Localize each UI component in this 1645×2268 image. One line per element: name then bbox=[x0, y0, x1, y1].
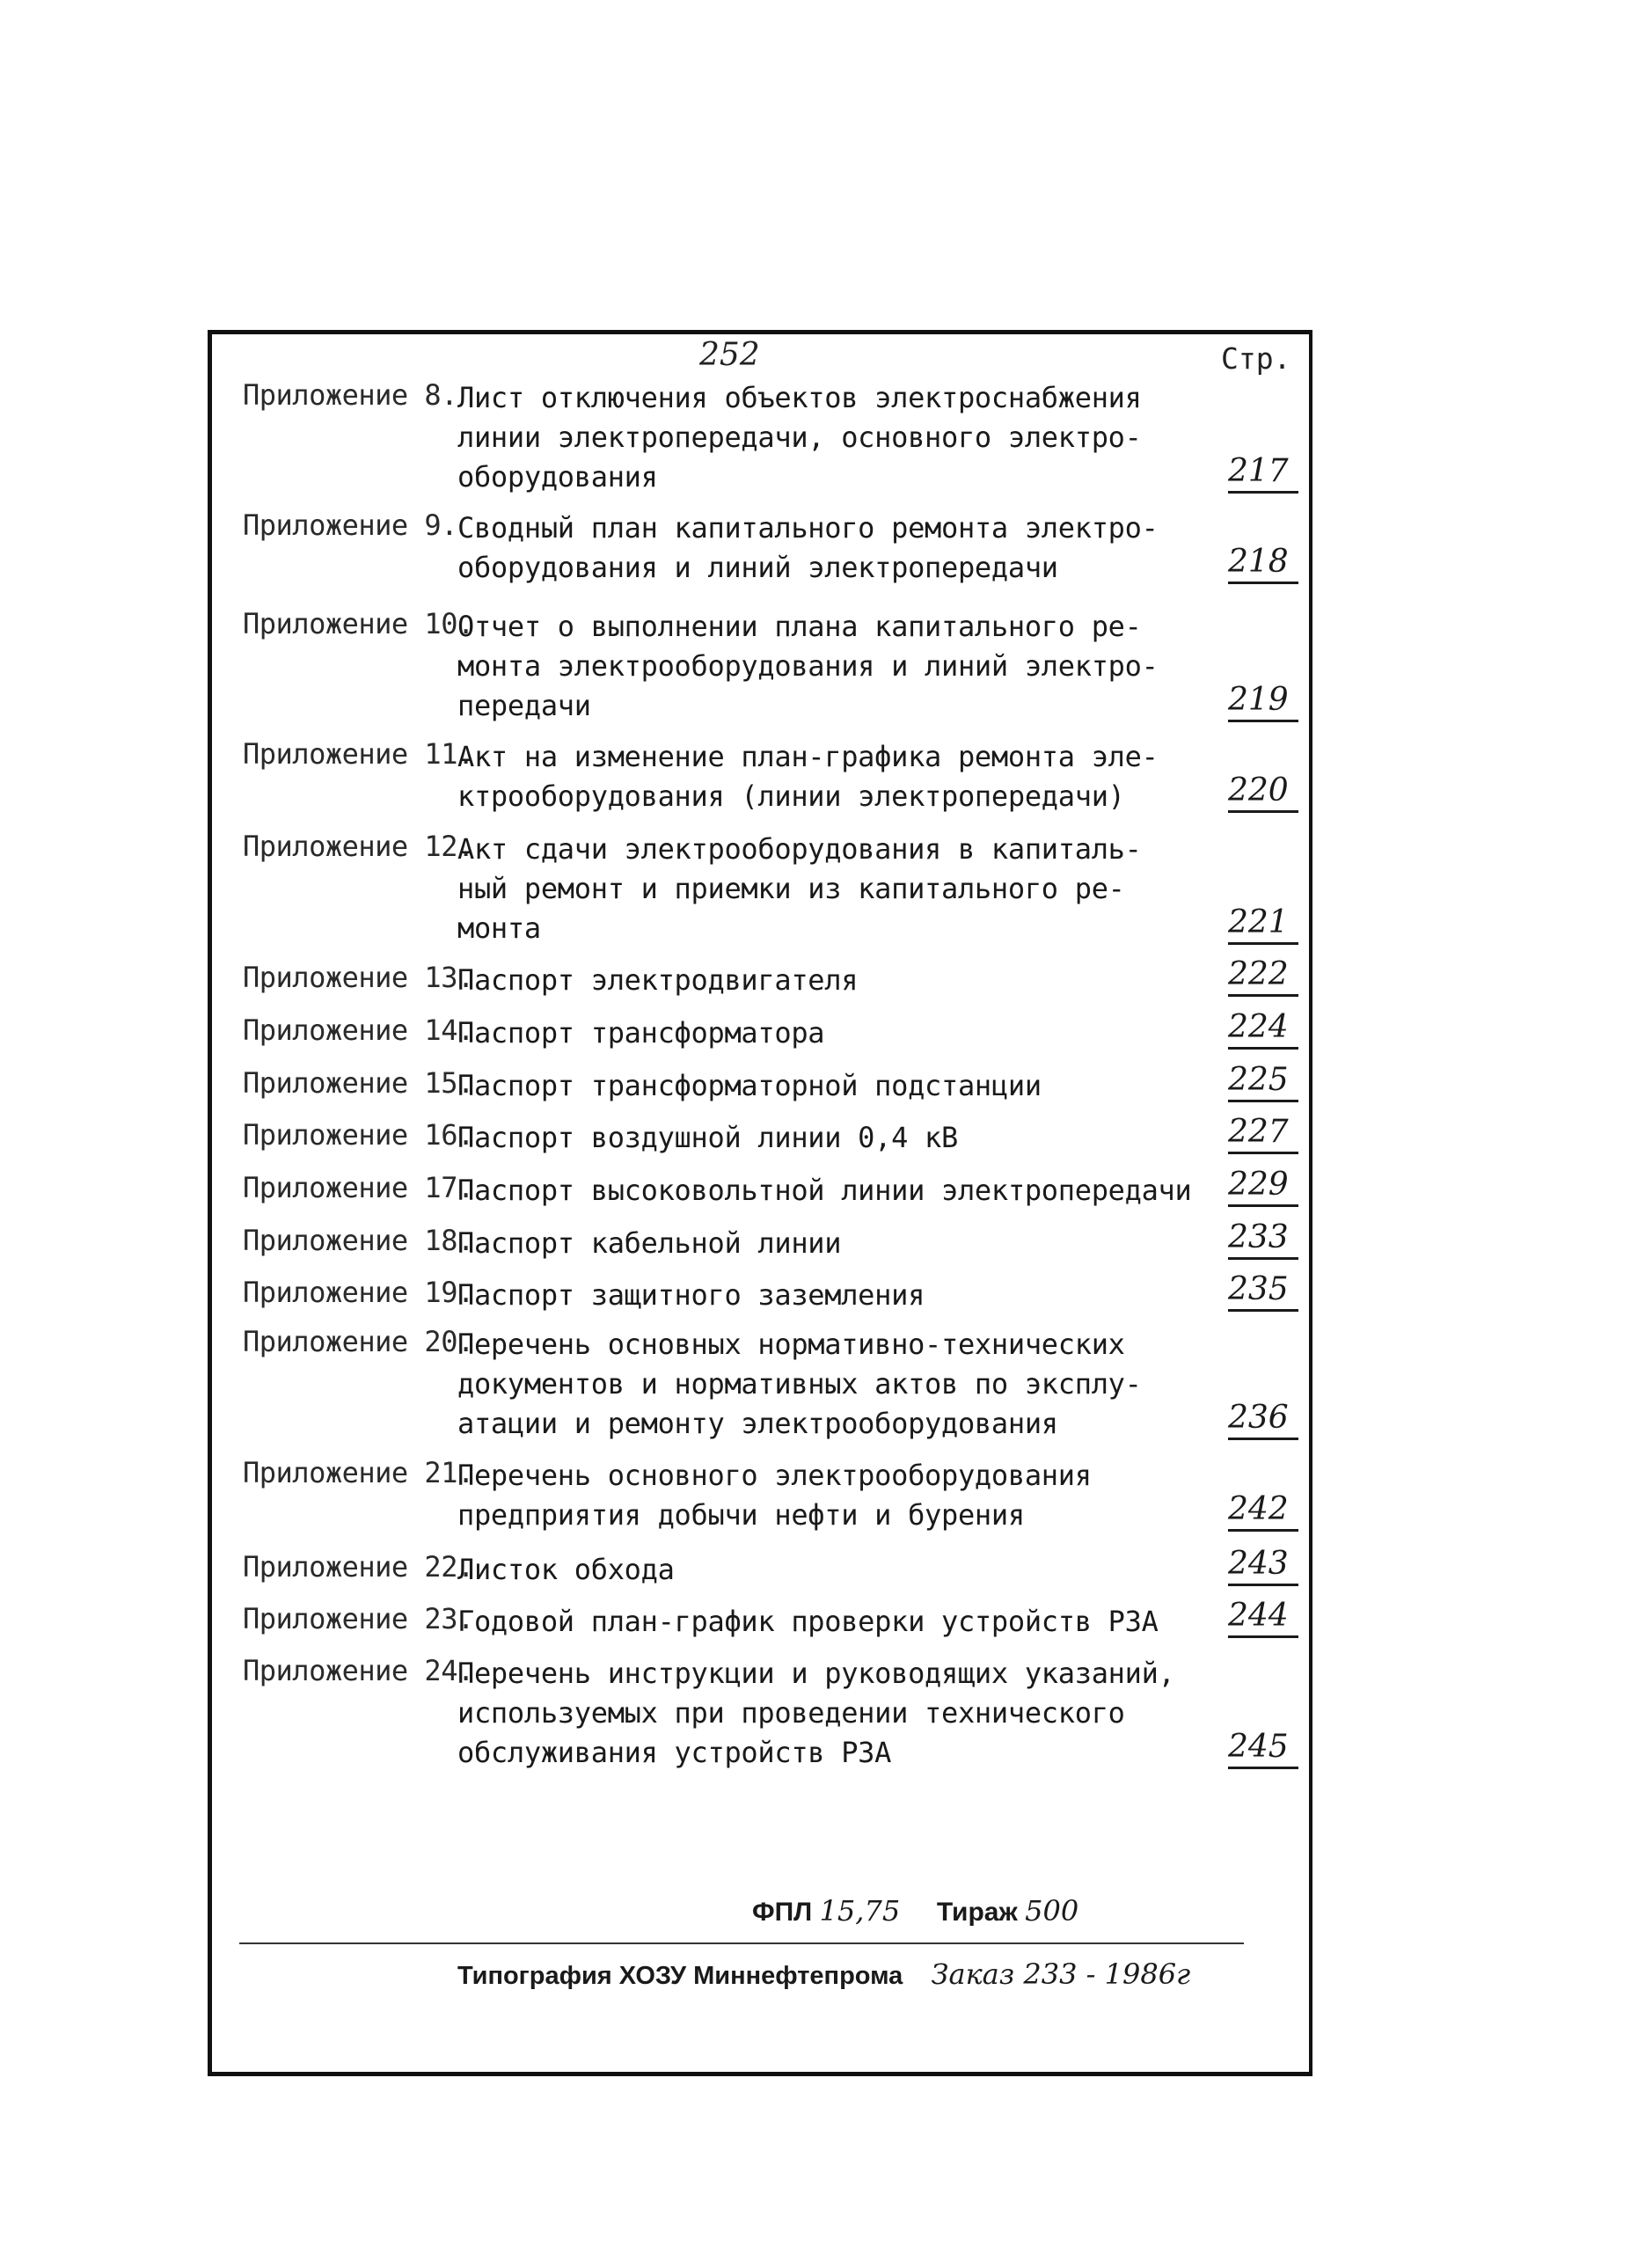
appendix-title-line: Паспорт кабельной линии bbox=[457, 1226, 842, 1260]
page-number: 252 bbox=[699, 337, 760, 373]
appendix-title-line: Паспорт защитного заземления bbox=[457, 1278, 925, 1312]
page-reference: 243 bbox=[1228, 1547, 1298, 1586]
appendix-title-line: ный ремонт и приемки из капитального ре- bbox=[457, 872, 1125, 905]
appendix-title-line: Перечень основных нормативно-технических bbox=[457, 1328, 1125, 1361]
imprint-format-line bbox=[752, 1894, 1078, 1928]
appendix-label: Приложение 19. bbox=[243, 1276, 474, 1309]
appendix-title bbox=[457, 1224, 1179, 1263]
appendix-label: Приложение 17. bbox=[243, 1171, 474, 1204]
appendix-title bbox=[457, 1276, 1179, 1315]
printer-name: Типография ХОЗУ Миннефтепрома bbox=[457, 1962, 903, 1990]
appendix-title bbox=[457, 961, 1179, 1000]
appendix-label: Приложение 22. bbox=[243, 1550, 474, 1584]
appendix-title bbox=[457, 1066, 1179, 1106]
appendix-label: Приложение 15. bbox=[243, 1066, 474, 1100]
page-reference: 235 bbox=[1228, 1272, 1298, 1312]
appendix-title-line: Лист отключения объектов электроснабжения bbox=[457, 381, 1142, 414]
appendix-title bbox=[457, 1550, 1179, 1590]
appendix-label: Приложение 12. bbox=[243, 830, 474, 863]
page-reference: 224 bbox=[1228, 1010, 1298, 1050]
fpl-label: ФПЛ bbox=[752, 1898, 813, 1927]
page-reference: 220 bbox=[1228, 773, 1298, 813]
page-reference: 221 bbox=[1228, 905, 1298, 945]
appendix-title-line: предприятия добычи нефти и бурения bbox=[457, 1498, 1025, 1532]
page-reference: 233 bbox=[1228, 1220, 1298, 1260]
appendix-title-line: передачи bbox=[457, 689, 591, 722]
appendix-label: Приложение 14. bbox=[243, 1013, 474, 1047]
appendix-title-line: Перечень основного электрооборудования bbox=[457, 1459, 1092, 1492]
appendix-title bbox=[457, 1325, 1179, 1444]
run-value: 500 bbox=[1025, 1894, 1079, 1928]
appendix-title-line: документов и нормативных актов по эксплу- bbox=[457, 1367, 1142, 1401]
appendix-title-line: Паспорт трансформаторной подстанции bbox=[457, 1069, 1042, 1102]
appendix-label: Приложение 8. bbox=[243, 378, 457, 412]
appendix-title bbox=[457, 1654, 1179, 1773]
page-reference: 229 bbox=[1228, 1167, 1298, 1207]
appendix-title-line: ктрооборудования (линии электропередачи) bbox=[457, 779, 1125, 813]
appendix-title bbox=[457, 1013, 1179, 1053]
appendix-title bbox=[457, 508, 1179, 588]
appendix-title-line: оборудования bbox=[457, 460, 658, 494]
appendix-title-line: используемых при проведении технического bbox=[457, 1696, 1125, 1730]
appendix-title-line: монта электрооборудования и линий электро- bbox=[457, 649, 1159, 683]
order-number: Заказ 233 - 1986г bbox=[931, 1957, 1191, 1991]
page-reference: 244 bbox=[1228, 1599, 1298, 1638]
page-reference: 217 bbox=[1228, 454, 1298, 494]
appendix-title bbox=[457, 1456, 1179, 1535]
appendix-title-line: Сводный план капитального ремонта электро- bbox=[457, 511, 1159, 545]
appendix-label: Приложение 11. bbox=[243, 737, 474, 771]
appendix-label: Приложение 21. bbox=[243, 1456, 474, 1489]
appendix-label: Приложение 23. bbox=[243, 1602, 474, 1635]
page-reference: 236 bbox=[1228, 1401, 1298, 1440]
appendix-title bbox=[457, 1171, 1192, 1211]
page-reference: 242 bbox=[1228, 1492, 1298, 1532]
imprint-printer-line bbox=[457, 1957, 1190, 1991]
appendix-title-line: Акт сдачи электрооборудования в капиталь- bbox=[457, 832, 1142, 866]
page-reference: 219 bbox=[1228, 683, 1298, 722]
appendix-label: Приложение 9. bbox=[243, 508, 457, 542]
appendix-title-line: Паспорт трансформатора bbox=[457, 1016, 825, 1050]
appendix-title-line: обслуживания устройств РЗА bbox=[457, 1736, 892, 1769]
appendix-title-line: Акт на изменение план-графика ремонта эле- bbox=[457, 740, 1159, 773]
appendix-title-line: Паспорт воздушной линии 0,4 кВ bbox=[457, 1121, 958, 1154]
appendix-title-line: линии электропередачи, основного электро- bbox=[457, 421, 1142, 454]
appendix-title bbox=[457, 607, 1179, 726]
appendix-title-line: Паспорт высоковольтной линии электропередачи bbox=[457, 1174, 1192, 1207]
appendix-title bbox=[457, 830, 1179, 948]
appendix-label: Приложение 20. bbox=[243, 1325, 474, 1358]
appendix-label: Приложение 18. bbox=[243, 1224, 474, 1257]
appendix-title bbox=[457, 378, 1179, 497]
appendix-title-line: Перечень инструкции и руководящих указаний, bbox=[457, 1657, 1175, 1690]
appendix-title-line: Паспорт электродвигателя bbox=[457, 963, 859, 997]
appendix-label: Приложение 16. bbox=[243, 1118, 474, 1152]
appendix-title-line: Годовой план-график проверки устройств РЗА bbox=[457, 1605, 1159, 1638]
appendix-title-line: Отчет о выполнении плана капитального ре- bbox=[457, 610, 1142, 643]
appendix-title-line: оборудования и линий электропередачи bbox=[457, 551, 1058, 584]
imprint-divider bbox=[239, 1942, 1244, 1944]
page-reference: 225 bbox=[1228, 1063, 1298, 1102]
appendix-title bbox=[457, 1118, 1179, 1158]
appendix-title-line: атации и ремонту электрооборудования bbox=[457, 1407, 1058, 1440]
appendix-title bbox=[457, 737, 1179, 816]
page-column-heading: Стр. bbox=[1221, 341, 1291, 376]
page-reference: 218 bbox=[1228, 545, 1298, 584]
appendix-label: Приложение 13. bbox=[243, 961, 474, 994]
page-reference: 227 bbox=[1228, 1115, 1298, 1154]
page-reference: 245 bbox=[1228, 1730, 1298, 1769]
fpl-value: 15,75 bbox=[819, 1894, 901, 1928]
appendix-title-line: монта bbox=[457, 911, 541, 945]
appendix-label: Приложение 24. bbox=[243, 1654, 474, 1687]
appendix-label: Приложение 10. bbox=[243, 607, 474, 640]
run-label: Тираж bbox=[936, 1898, 1018, 1927]
appendix-title-line: Листок обхода bbox=[457, 1553, 675, 1586]
appendix-title bbox=[457, 1602, 1179, 1642]
page-reference: 222 bbox=[1228, 957, 1298, 997]
